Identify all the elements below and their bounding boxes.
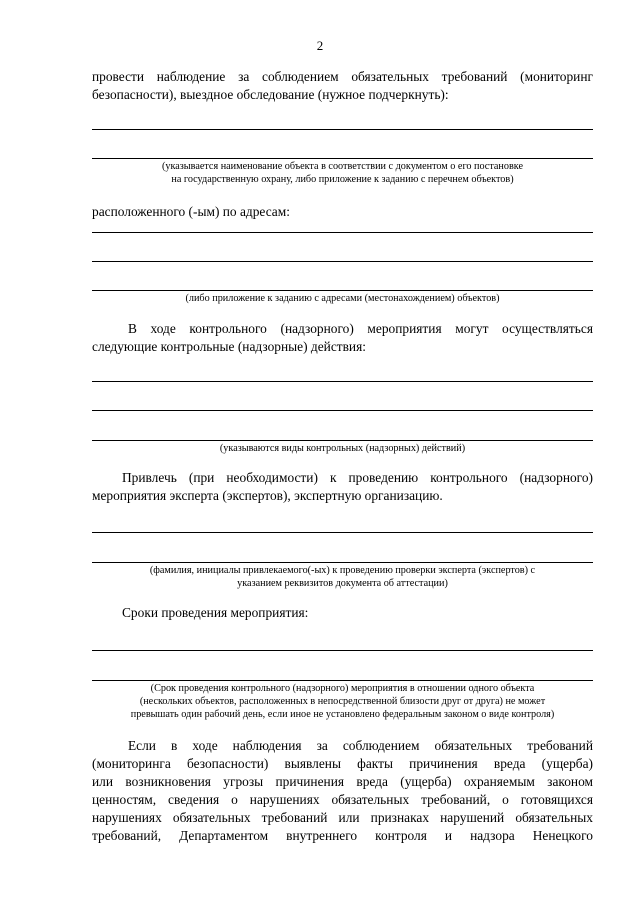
text-line: или возникновения угрозы причинения вреда (ущерба) охраняемым законом [92, 774, 593, 789]
caption-address: (либо приложение к заданию с адресами (местонахождением) объектов) [185, 293, 500, 304]
page-number: 2 [316, 38, 324, 53]
blank-line [92, 158, 593, 159]
address-label: расположенного (-ым) по адресам: [92, 204, 290, 219]
text-line: нарушениях обязательных требований или признаках нарушений обязательных [92, 810, 593, 825]
blank-line [92, 290, 593, 291]
expert-paragraph [92, 469, 593, 505]
text-line: следующие контрольные (надзорные) действия: [92, 339, 366, 354]
text-line: безопасности), выездное обследование (нужное подчеркнуть): [92, 87, 449, 102]
intro-paragraph [92, 68, 593, 104]
blank-line [92, 440, 593, 441]
caption-actions: (указываются виды контрольных (надзорных) действий) [219, 443, 466, 454]
text-line: требований, Департаментом внутреннего контроля и надзора Ненецкого [92, 828, 593, 843]
blank-line [92, 381, 593, 382]
blank-line [92, 532, 593, 533]
actions-paragraph [92, 320, 593, 356]
blank-line [92, 680, 593, 681]
text-line: В ходе контрольного (надзорного) мероприятия могут осуществляться [128, 321, 593, 336]
blank-line [92, 232, 593, 233]
text-line: Привлечь (при необходимости) к проведению контрольного (надзорного) [122, 470, 593, 485]
text-line: ценностям, сведения о нарушениях обязательных требований, о готовящихся [92, 792, 593, 807]
terms-label: Сроки проведения мероприятия: [122, 605, 309, 620]
text-line: Если в ходе наблюдения за соблюдением обязательных требований [128, 738, 593, 753]
blank-line [92, 562, 593, 563]
caption-expert: (фамилия, инициалы привлекаемого(-ых) к проведению проверки эксперта (экспертов) с указанием реквизитов документа об аттестации) [149, 565, 536, 589]
text-line: (мониторинга безопасности) выявлены факты причинения вреда (ущерба) [92, 756, 593, 771]
caption-terms: (Срок проведения контрольного (надзорного) мероприятия в отношении одного объекта (нескольких объектов, расположенных в непосредственной близости друг от друга) не может превышать один рабочий день, если иное не установлено федеральным законом о виде контроля) [130, 683, 555, 720]
final-paragraph [92, 737, 593, 845]
blank-line [92, 261, 593, 262]
caption-object: (указывается наименование объекта в соответствии с документом о его постановке на государственную охрану, либо приложение к заданию с перечнем объектов) [161, 161, 524, 185]
blank-line [92, 650, 593, 651]
text-line: мероприятия эксперта (экспертов), экспертную организацию. [92, 488, 443, 503]
text-line: провести наблюдение за соблюдением обязательных требований (мониторинг [92, 69, 593, 84]
blank-line [92, 129, 593, 130]
blank-line [92, 410, 593, 411]
